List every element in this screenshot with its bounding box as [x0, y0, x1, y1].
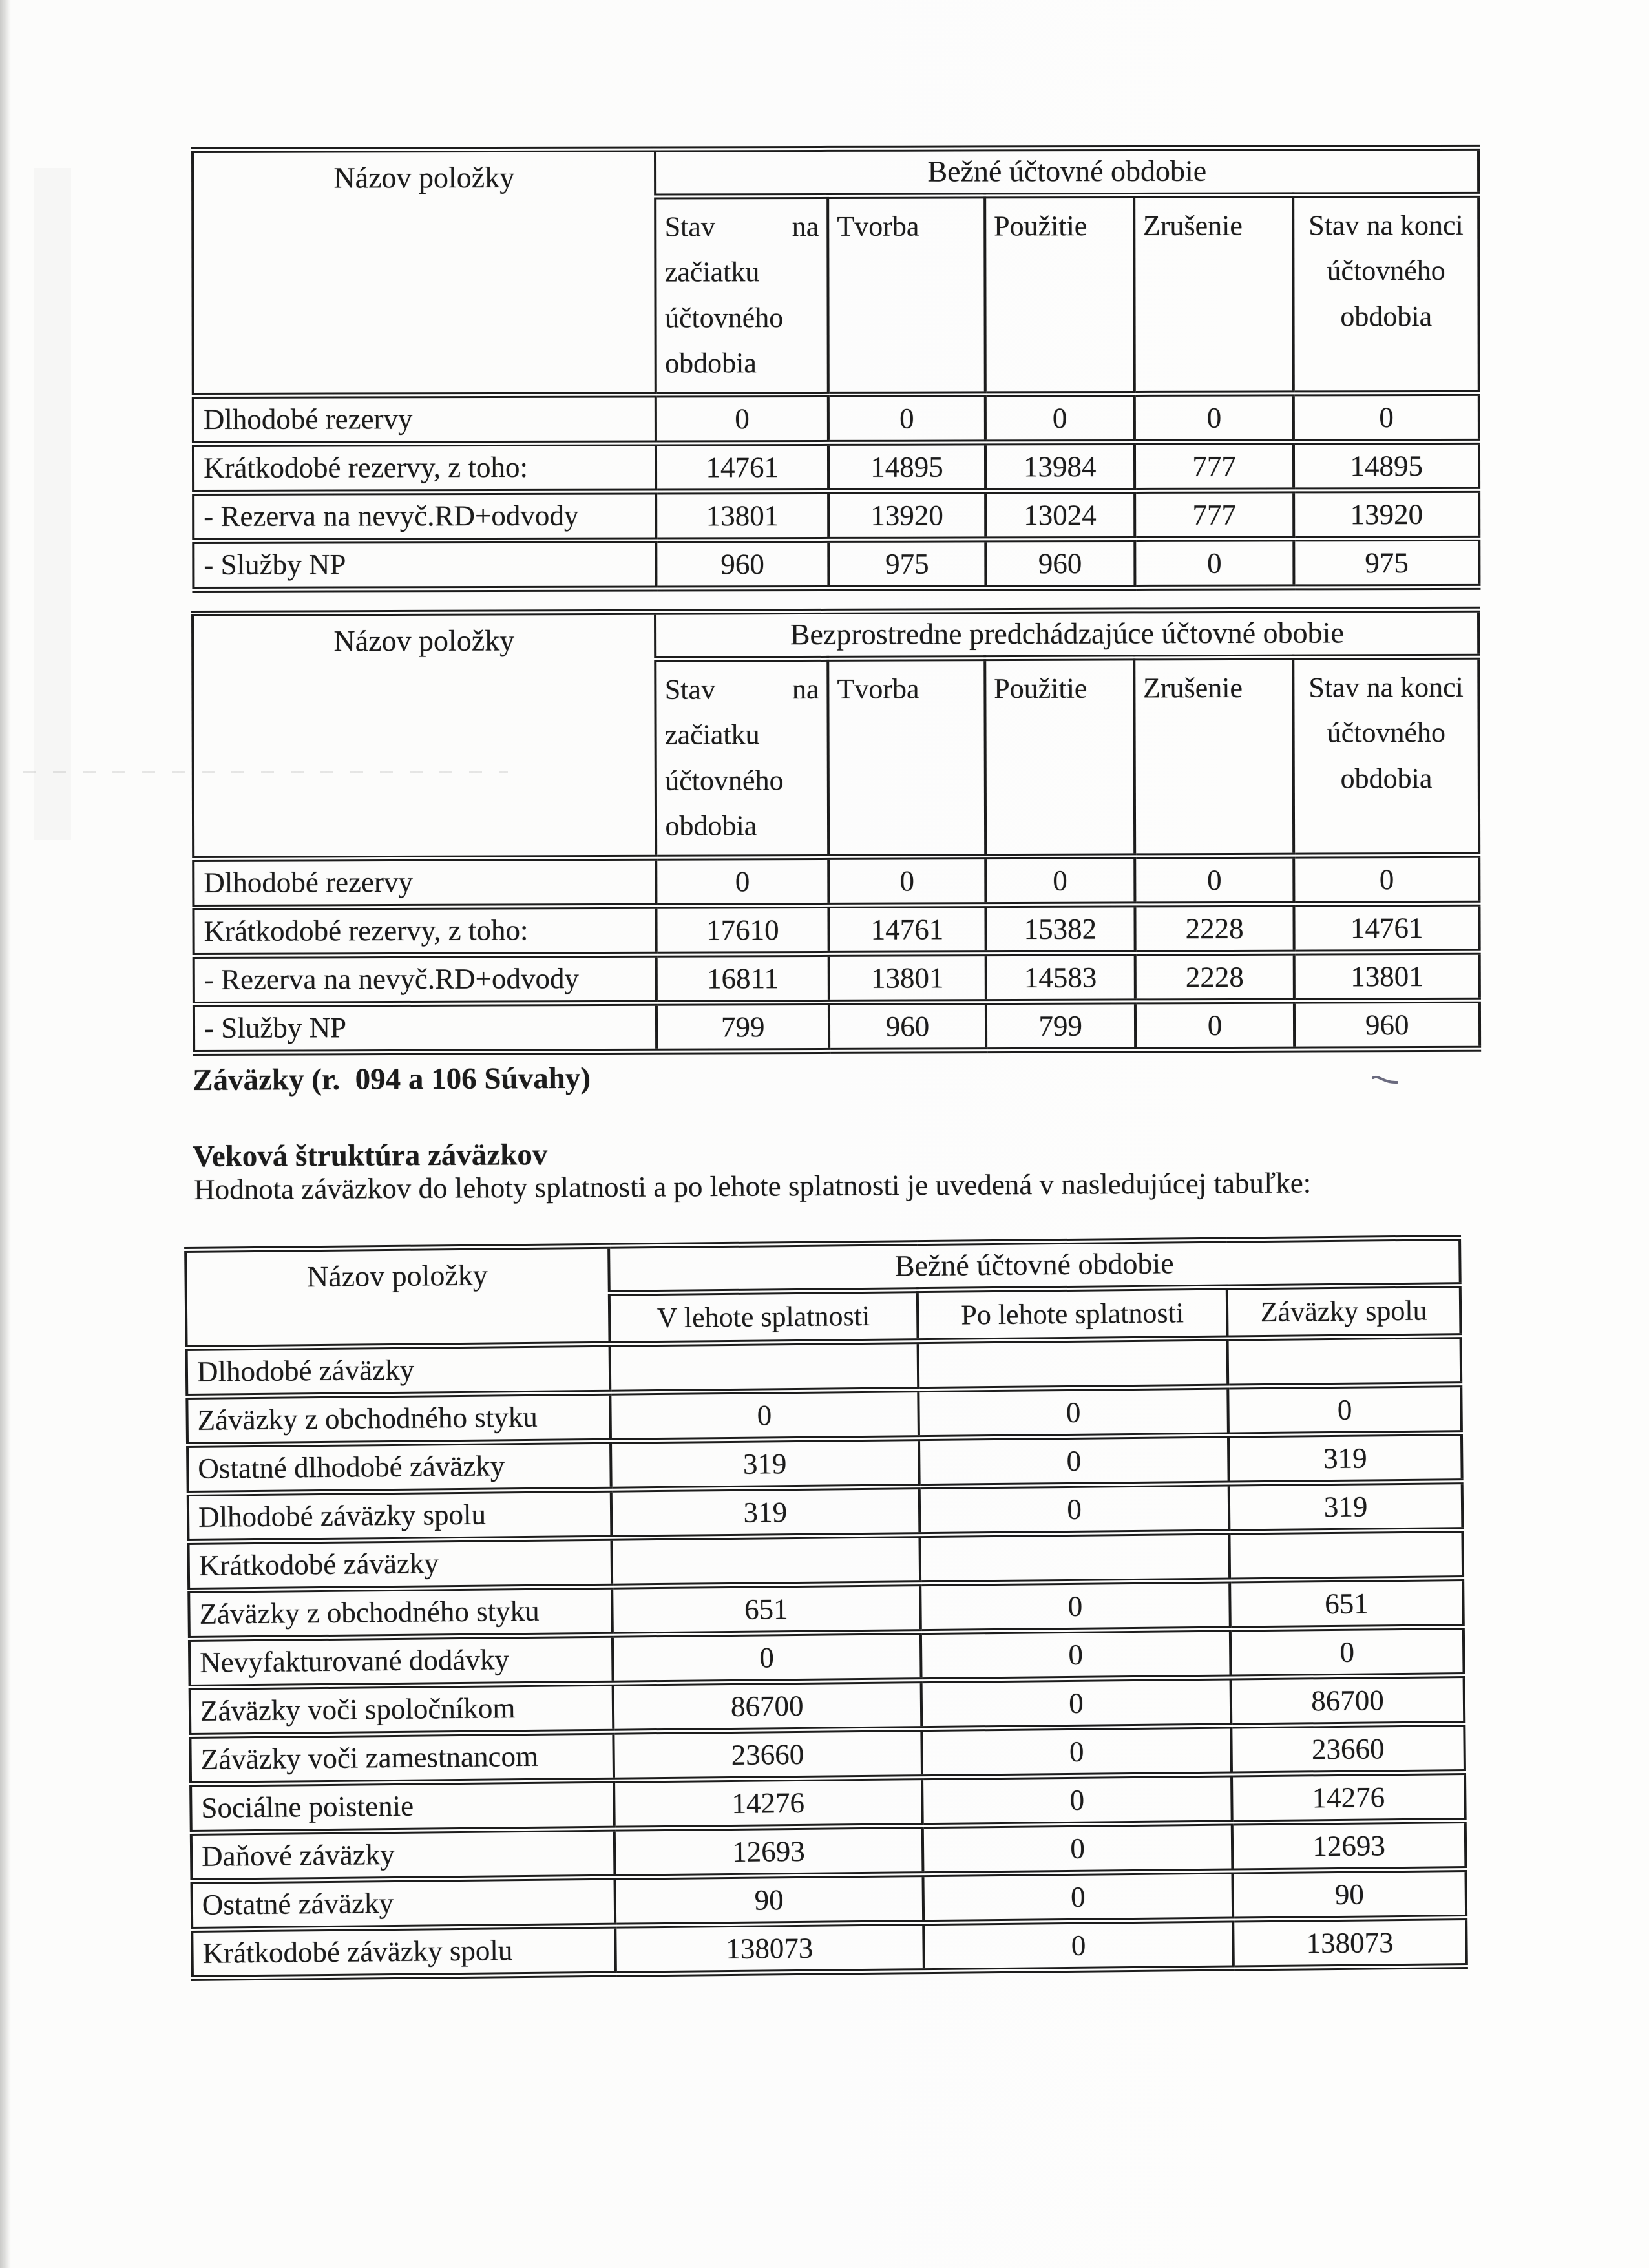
value-cell: 0	[828, 856, 985, 905]
value-cell: 0	[1228, 1385, 1462, 1435]
period-header-cell: Bezprostredne predchádzajúce účtovné obobie	[655, 609, 1478, 659]
value-cell: 0	[1294, 393, 1479, 442]
liabilities-section-title: Záväzky (r. 094 a 106 Súvahy)	[193, 1061, 591, 1097]
column-header-cell: Zrušenie	[1134, 195, 1294, 394]
row-label-cell: Krátkodobé rezervy, z toho:	[193, 443, 656, 493]
value-cell: 319	[1229, 1482, 1463, 1532]
period-header-cell: Bežné účtovné obdobie	[609, 1238, 1460, 1294]
value-cell: 0	[919, 1484, 1230, 1535]
name-header-cell: Názov položky	[193, 612, 656, 859]
column-header-cell: Použitie	[985, 658, 1135, 856]
value-cell: 0	[918, 1387, 1228, 1438]
value-cell: 0	[1135, 1001, 1295, 1050]
table-row	[194, 952, 1480, 1004]
value-cell: 13801	[656, 491, 829, 540]
table-row	[193, 393, 1479, 444]
value-cell: 2228	[1135, 952, 1294, 1002]
table-row	[193, 903, 1479, 956]
value-cell: 799	[986, 1001, 1135, 1050]
age-structure-intro-text: Hodnota záväzkov do lehoty splatnosti a po lehote splatnosti je uvedená v nasledujúcej tabuľke:	[194, 1166, 1312, 1206]
value-cell: 90	[1233, 1869, 1467, 1920]
column-header-cell: Stav na konci účtovného obdobia	[1294, 194, 1479, 393]
column-header-cell: Po lehote splatnosti	[918, 1287, 1228, 1341]
value-cell: 13920	[828, 490, 985, 540]
row-label-cell: Krátkodobé záväzky spolu	[192, 1926, 615, 1978]
value-cell: 14761	[656, 443, 828, 492]
value-cell: 138073	[615, 1923, 924, 1975]
value-cell: 960	[656, 540, 829, 589]
age-structure-subtitle: Veková štruktúra záväzkov	[193, 1138, 548, 1173]
table-row	[193, 490, 1479, 541]
value-cell: 86700	[613, 1681, 921, 1732]
value-cell: 651	[1230, 1579, 1464, 1629]
table-row	[193, 538, 1479, 589]
value-cell: 975	[828, 539, 985, 588]
value-cell: 651	[612, 1584, 921, 1635]
value-cell: 13801	[829, 953, 986, 1002]
value-cell: 0	[921, 1629, 1231, 1681]
value-cell: 14276	[1232, 1772, 1465, 1823]
value-cell: 13984	[985, 442, 1135, 490]
value-cell: 960	[1294, 1000, 1480, 1049]
value-cell: 86700	[1231, 1675, 1465, 1726]
value-cell	[1228, 1336, 1462, 1387]
value-cell: 0	[1135, 538, 1294, 587]
value-cell: 12693	[1232, 1821, 1466, 1871]
value-cell: 14761	[1294, 903, 1480, 952]
value-cell: 12693	[614, 1826, 923, 1878]
column-header-cell: Tvorba	[828, 196, 985, 394]
column-header-cell: Zrušenie	[1134, 657, 1294, 856]
value-cell: 13801	[1294, 952, 1480, 1001]
row-label-cell: Nevyfakturované dodávky	[189, 1635, 613, 1687]
value-cell	[1230, 1530, 1464, 1580]
scanner-streak	[34, 168, 71, 840]
value-cell: 13920	[1294, 490, 1480, 539]
value-cell: 16811	[656, 954, 829, 1003]
table-row	[193, 441, 1479, 492]
period-header-row	[193, 609, 1478, 660]
liabilities-aging-table	[184, 1235, 1468, 1981]
value-cell: 23660	[1231, 1724, 1465, 1774]
row-label-cell: - Služby NP	[194, 1003, 657, 1053]
period-header-cell: Bežné účtovné obdobie	[655, 147, 1478, 196]
value-cell: 0	[923, 1823, 1233, 1874]
value-cell: 319	[611, 1438, 919, 1490]
value-cell: 0	[922, 1774, 1232, 1826]
table-row	[193, 855, 1479, 907]
column-header-cell: Stav na konci účtovného obdobia	[1294, 656, 1480, 855]
column-header-cell: Tvorba	[828, 658, 985, 857]
value-cell: 14761	[828, 905, 985, 954]
value-cell: 0	[1134, 393, 1294, 442]
value-cell: 0	[656, 857, 829, 906]
value-cell: 0	[613, 1632, 921, 1684]
value-cell: 138073	[1233, 1918, 1467, 1968]
value-cell: 0	[921, 1677, 1232, 1729]
row-label-cell: Záväzky z obchodného styku	[187, 1392, 610, 1445]
value-cell: 777	[1135, 441, 1294, 490]
value-cell: 0	[920, 1580, 1230, 1632]
value-cell	[918, 1338, 1228, 1390]
value-cell: 14895	[1294, 441, 1479, 490]
value-cell: 15382	[985, 904, 1135, 953]
value-cell: 0	[985, 856, 1135, 905]
value-cell: 777	[1135, 490, 1294, 539]
value-cell	[609, 1341, 918, 1393]
value-cell: 0	[985, 394, 1135, 442]
value-cell: 0	[1230, 1627, 1464, 1677]
value-cell: 0	[921, 1726, 1232, 1778]
reserves-current-period-table-container	[191, 145, 1480, 593]
value-cell: 319	[1228, 1433, 1462, 1484]
row-label-cell: Dlhodobé rezervy	[193, 395, 656, 445]
reserves-current-period-table	[191, 145, 1480, 593]
row-label-cell: Záväzky z obchodného styku	[189, 1586, 612, 1639]
row-label-cell: Záväzky voči spoločníkom	[190, 1683, 613, 1736]
name-header-cell: Názov položky	[193, 149, 656, 395]
column-header-cell: V lehote splatnosti	[609, 1290, 918, 1345]
pen-mark-artifact	[1371, 1073, 1400, 1089]
row-label-cell: Ostatné záväzky	[192, 1877, 615, 1929]
reserves-previous-period-table	[191, 607, 1481, 1056]
value-cell: 0	[828, 394, 985, 443]
row-label-cell: Sociálne poistenie	[191, 1780, 614, 1832]
value-cell: 17610	[656, 905, 829, 954]
value-cell: 13024	[985, 490, 1135, 539]
value-cell: 14895	[828, 442, 985, 491]
row-label-cell: - Rezerva na nevyč.RD+odvody	[193, 492, 656, 541]
row-label-cell: Dlhodobé záväzky	[187, 1344, 610, 1396]
value-cell: 0	[919, 1435, 1229, 1487]
table-row	[194, 1000, 1480, 1053]
row-label-cell: Dlhodobé rezervy	[193, 857, 656, 907]
column-header-cell: Záväzky spolu	[1227, 1285, 1461, 1338]
row-label-cell: Dlhodobé záväzky spolu	[188, 1489, 611, 1542]
value-cell	[919, 1532, 1230, 1584]
name-header-cell: Názov položky	[185, 1246, 609, 1348]
row-label-cell: Záväzky voči zamestnancom	[190, 1732, 613, 1784]
row-label-cell: Ostatné dlhodobé záväzky	[187, 1441, 611, 1493]
value-cell: 960	[985, 539, 1135, 587]
row-label-cell: - Rezerva na nevyč.RD+odvody	[194, 954, 657, 1004]
liabilities-aging-table-container	[184, 1235, 1468, 1981]
reserves-previous-period-table-container	[191, 607, 1481, 1056]
value-cell: 975	[1294, 538, 1480, 587]
value-cell	[611, 1535, 920, 1587]
value-cell: 0	[923, 1920, 1234, 1971]
column-header-cell: Stav na začiatku účtovného obdobia	[656, 196, 828, 394]
value-cell: 0	[923, 1871, 1233, 1923]
row-label-cell: Krátkodobé rezervy, z toho:	[193, 906, 656, 956]
value-cell: 0	[610, 1390, 919, 1442]
value-cell: 0	[656, 394, 828, 443]
value-cell: 960	[829, 1002, 986, 1051]
value-cell: 14583	[985, 952, 1135, 1002]
value-cell: 319	[611, 1487, 919, 1538]
value-cell: 0	[1135, 856, 1294, 905]
scanner-edge-shadow	[0, 0, 10, 2268]
row-label-cell: - Služby NP	[193, 540, 656, 590]
value-cell: 0	[1294, 855, 1480, 904]
value-cell: 799	[656, 1002, 829, 1051]
column-header-cell: Stav na začiatku účtovného obdobia	[656, 658, 829, 857]
value-cell: 14276	[614, 1778, 923, 1829]
value-cell: 23660	[613, 1729, 922, 1781]
row-label-cell: Krátkodobé záväzky	[188, 1538, 611, 1590]
value-cell: 2228	[1135, 904, 1294, 953]
row-label-cell: Daňové záväzky	[191, 1829, 614, 1881]
value-cell: 90	[614, 1874, 923, 1926]
period-header-row	[193, 147, 1478, 197]
column-header-cell: Použitie	[985, 195, 1134, 394]
